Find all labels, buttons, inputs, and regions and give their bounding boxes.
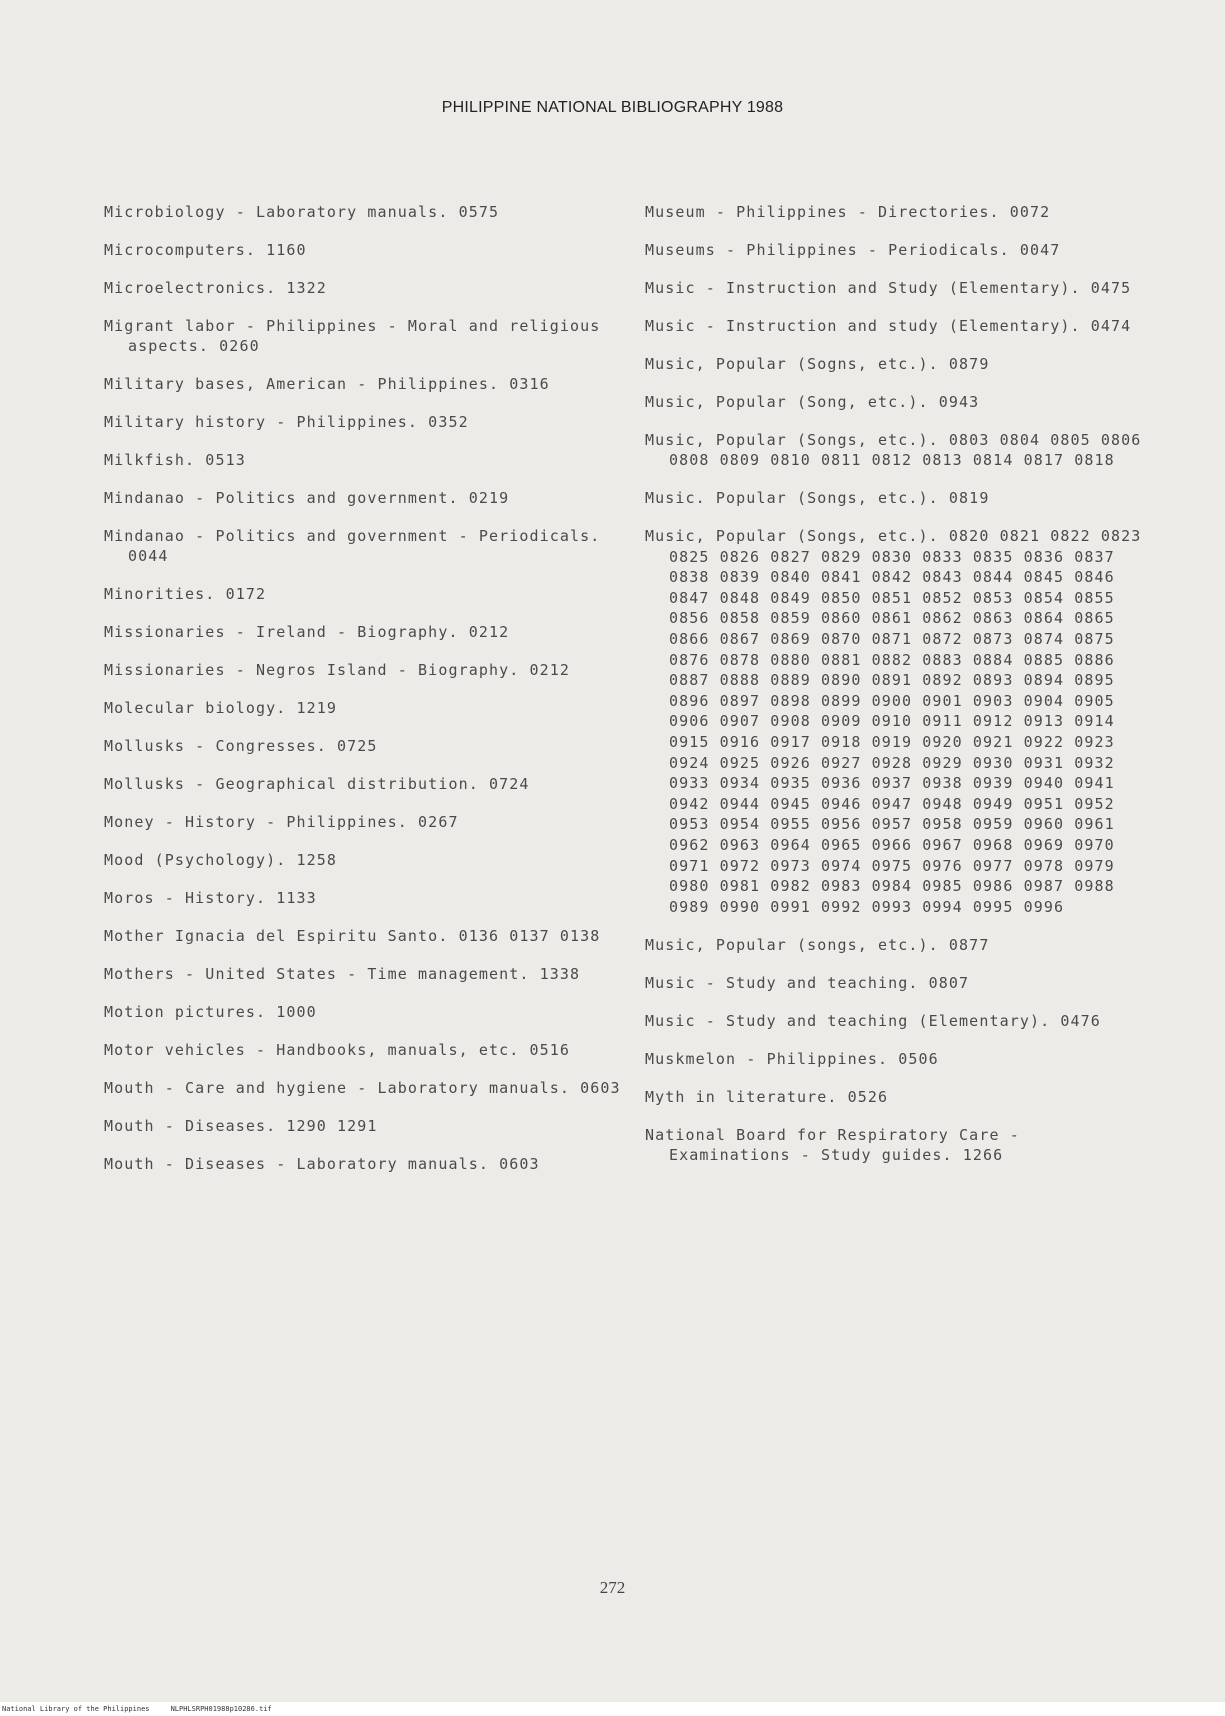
- index-entry: Music. Popular (Songs, etc.). 0819: [645, 489, 990, 507]
- index-entry: Music, Popular (songs, etc.). 0877: [645, 936, 990, 955]
- index-entry: Mouth - Diseases. 1290 1291: [104, 1117, 378, 1135]
- index-entry: Music - Instruction and Study (Elementary). 0475: [645, 279, 1132, 297]
- index-entry: Milkfish. 0513: [104, 451, 246, 469]
- index-entry: Motion pictures. 1000: [104, 1003, 317, 1021]
- right-column: [645, 202, 1152, 1183]
- index-entry: Moros - History. 1133: [104, 889, 317, 907]
- index-entry: Molecular biology. 1219: [104, 699, 338, 717]
- page-header: PHILIPPINE NATIONAL BIBLIOGRAPHY 1988: [441, 99, 784, 116]
- index-entry: Mother Ignacia del Espiritu Santo. 0136 0137 0138: [104, 927, 601, 945]
- page-number: 272: [599, 1578, 626, 1597]
- index-entry: National Board for Respiratory Care - Examinations - Study guides. 1266: [645, 1126, 1030, 1165]
- index-entry: Motor vehicles - Handbooks, manuals, etc. 0516: [104, 1041, 571, 1059]
- index-entry: Music, Popular (Song, etc.). 0943: [645, 393, 980, 411]
- index-entry: Migrant labor - Philippines - Moral and religious aspects. 0260: [104, 317, 611, 355]
- index-entry: Music, Popular (Songs, etc.). 0803 0804 0805 0806 0808 0809 0810 0811 0812 0813 0814 0817 0818: [645, 431, 1152, 469]
- index-entry: Music - Study and teaching. 0807: [645, 974, 970, 993]
- index-entry: Missionaries - Ireland - Biography. 0212: [104, 623, 510, 641]
- index-entry: Mindanao - Politics and government - Periodicals. 0044: [104, 527, 611, 565]
- index-entry: Music - Instruction and study (Elementary). 0474: [645, 317, 1132, 335]
- index-entry: Money - History - Philippines. 0267: [104, 813, 459, 831]
- index-entry: Missionaries - Negros Island - Biography. 0212: [104, 661, 571, 679]
- index-entry: Music, Popular (Sogns, etc.). 0879: [645, 355, 990, 373]
- index-entry: Mindanao - Politics and government. 0219: [104, 489, 510, 507]
- index-entry: Mothers - United States - Time management. 1338: [104, 965, 581, 983]
- index-entry: Muskmelon - Philippines. 0506: [645, 1050, 939, 1069]
- index-entry: Mood (Psychology). 1258: [104, 851, 338, 869]
- index-entry: Microelectronics. 1322: [104, 279, 327, 297]
- index-entry: Mouth - Care and hygiene - Laboratory manuals. 0603: [104, 1079, 621, 1097]
- index-entry: Microbiology - Laboratory manuals. 0575: [104, 203, 500, 221]
- index-entry: Mollusks - Congresses. 0725: [104, 737, 378, 755]
- index-entry: Minorities. 0172: [104, 585, 267, 603]
- scan-footer: National Library of the Philippines NLPHLSRPH01988p10286.tif: [0, 1702, 1225, 1716]
- index-entry: Music, Popular (Songs, etc.). 0820 0821 0822 0823 0825 0826 0827 0829 0830 0833 0835 0836 0837 0838 0839 0840 0841 0842 0843 0844 0845 0846 0847 0848 0849 0850 0851 0852 0853 0854 0855 0856 0858 0859 0860 0861 0862 0863 0864 0865 0866 0867 0869 0870 0871 0872 0873 0874 0875 0876 0878 0880 0881 0882 0883 0884 0885 0886 0887 0888 0889 0890 0891 0892 0893 0894 0895 0896 0897 0898 0899 0900 0901 0903 0904 0905 0906 0907 0908 0909 0910 0911 0912 0913 0914 0915 0916 0917 0918 0919 0920 0921 0922 0923 0924 0925 0926 0927 0928 0929 0930 0931 0932 0933 0934 0935 0936 0937 0938 0939 0940 0941 0942 0944 0945 0946 0947 0948 0949 0951 0952 0953 0954 0955 0956 0957 0958 0959 0960 0961 0962 0963 0964 0965 0966 0967 0968 0969 0970 0971 0972 0973 0974 0975 0976 0977 0978 0979 0980 0981 0982 0983 0984 0985 0986 0987 0988 0989 0990 0991 0992 0993 0994 0995 0996: [645, 527, 1152, 916]
- index-entry: Military history - Philippines. 0352: [104, 413, 469, 431]
- index-entry: Mouth - Diseases - Laboratory manuals. 0603: [104, 1155, 540, 1173]
- left-column: [104, 202, 624, 1192]
- index-entry: Museums - Philippines - Periodicals. 0047: [645, 241, 1061, 259]
- index-entry: Microcomputers. 1160: [104, 241, 307, 259]
- index-entry: Museum - Philippines - Directories. 0072: [645, 203, 1051, 221]
- index-entry: Music - Study and teaching (Elementary). 0476: [645, 1012, 1101, 1031]
- index-entry: Military bases, American - Philippines. 0316: [104, 375, 550, 393]
- index-entry: Mollusks - Geographical distribution. 0724: [104, 775, 530, 793]
- index-entry: Myth in literature. 0526: [645, 1088, 889, 1107]
